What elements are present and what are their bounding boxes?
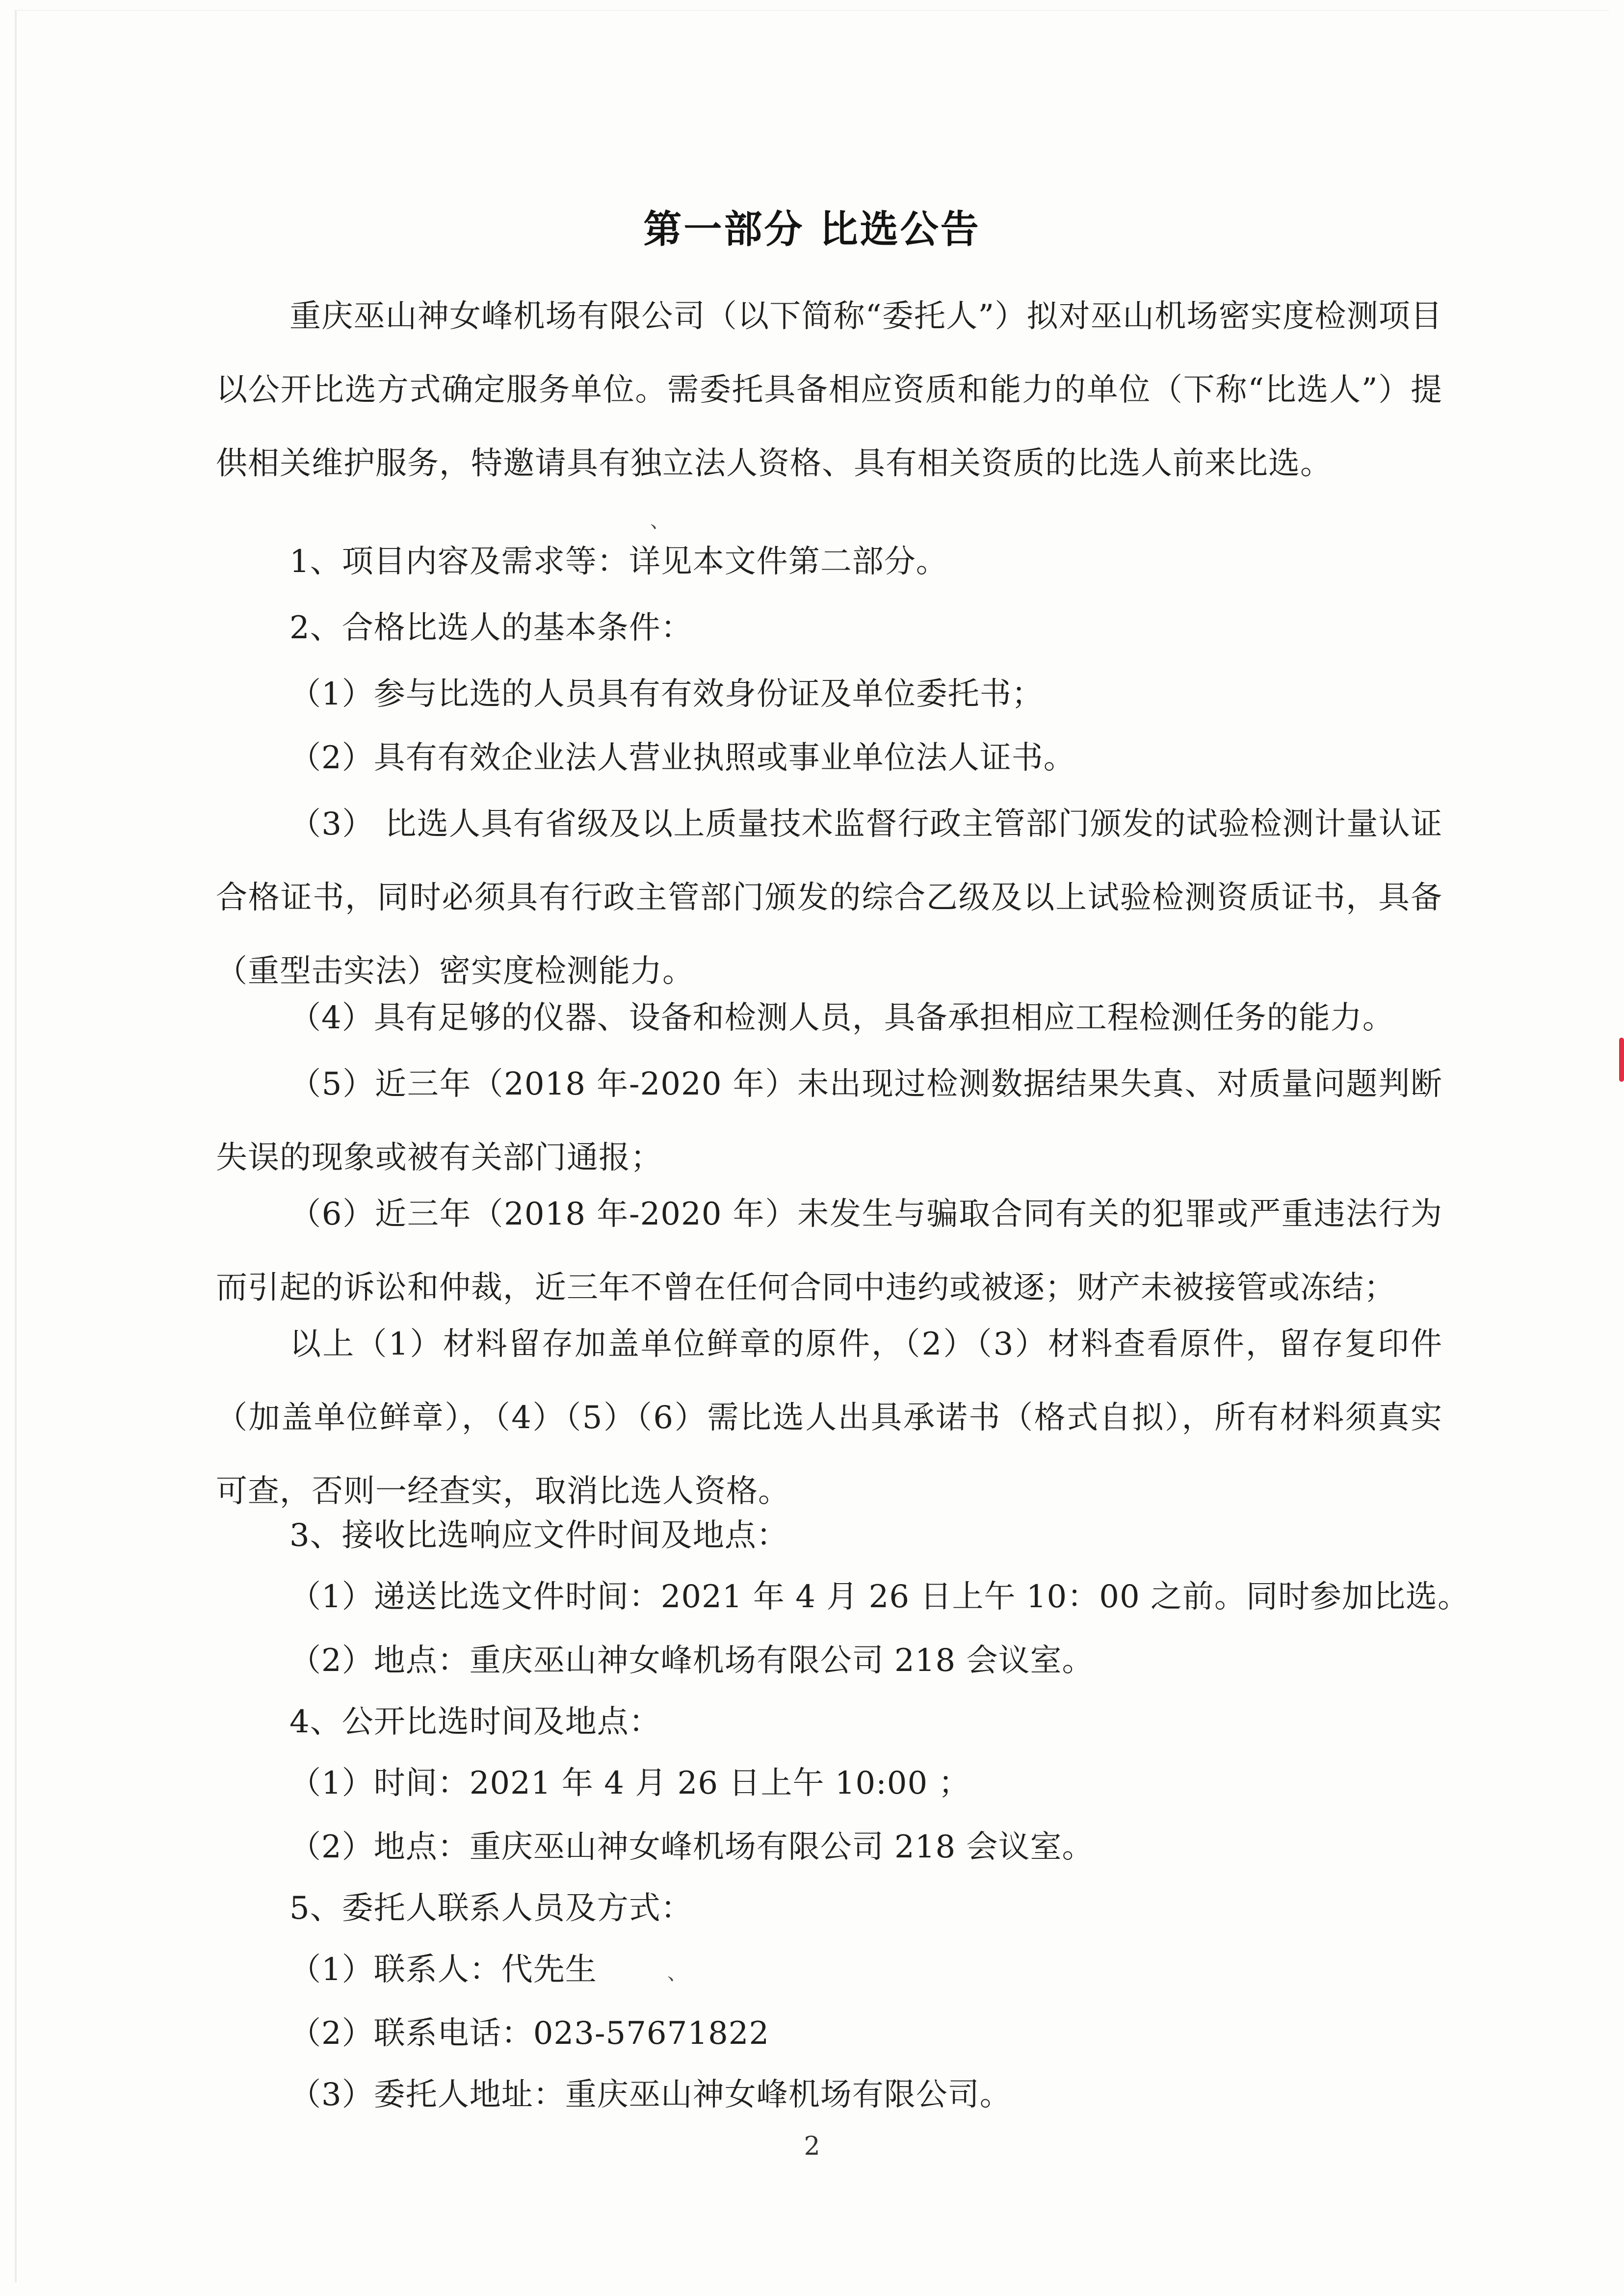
contact-person: （1）联系人：代先生 [289,1952,597,1988]
opening-time: （1）时间：2021 年 4 月 26 日上午 10:00 ； [289,1765,970,1801]
intro-paragraph: 重庆巫山神女峰机场有限公司（以下简称“委托人”）拟对巫山机场密实度检测项目以公开比选方式确定服务单位。需委托具备相应资质和能力的单位（下称“比选人”）提供相关维护服务，特邀请具有独立法人资格、具有相关资质的比选人前来比选。 [216,298,1442,482]
requirement-1: （1）参与比选的人员具有有效身份证及单位委托书； [289,676,1044,712]
section-item-4: 4、公开比选时间及地点： [289,1704,661,1740]
requirement-3: （3） 比选人具有省级及以上质量技术监督行政主管部门颁发的试验检测计量认证合格证书，同时必须具有行政主管部门颁发的综合乙级及以上试验检测资质证书，具备（重型击实法）密实度检测能力。 [216,806,1442,990]
page-title: 第一部分 比选公告 [643,208,981,252]
section-item-3: 3、接收比选响应文件时间及地点： [289,1517,788,1554]
submission-place: （2）地点：重庆巫山神女峰机场有限公司 218 会议室。 [289,1643,1094,1679]
section-item-2: 2、合格比选人的基本条件： [289,610,693,646]
contact-address: （3）委托人地址：重庆巫山神女峰机场有限公司。 [289,2077,1012,2113]
submission-time: （1）递送比选文件时间：2021 年 4 月 26 日上午 10：00 之前。同时参加比选。 [289,1579,1470,1615]
materials-paragraph: 以上（1）材料留存加盖单位鲜章的原件，（2）（3）材料查看原件，留存复印件（加盖单位鲜章），（4）（5）（6）需比选人出具承诺书（格式自拟），所有材料须真实可查，否则一经查实，取消比选人资格。 [216,1326,1442,1510]
requirement-4: （4）具有足够的仪器、设备和检测人员，具备承担相应工程检测任务的能力。 [289,1000,1394,1036]
opening-place: （2）地点：重庆巫山神女峰机场有限公司 218 会议室。 [289,1829,1094,1865]
requirement-2: （2）具有有效企业法人营业执照或事业单位法人证书。 [289,740,1075,776]
page-number: 2 [804,2132,820,2161]
scan-speck-mark: 、 [667,1962,687,1984]
requirement-5: （5）近三年（2018 年-2020 年）未出现过检测数据结果失真、对质量问题判断失误的现象或被有关部门通报； [216,1066,1442,1176]
section-item-5: 5、委托人联系人员及方式： [289,1890,693,1927]
edge-color-mark [1619,1038,1624,1082]
scan-speck-mark: 、 [650,510,670,532]
section-item-1: 1、项目内容及需求等：详见本文件第二部分。 [289,544,948,580]
contact-phone: （2）联系电话：023-57671822 [289,2015,770,2052]
requirement-6: （6）近三年（2018 年-2020 年）未发生与骗取合同有关的犯罪或严重违法行为而引起的诉讼和仲裁，近三年不曾在任何合同中违约或被逐；财产未被接管或冻结； [216,1196,1442,1306]
